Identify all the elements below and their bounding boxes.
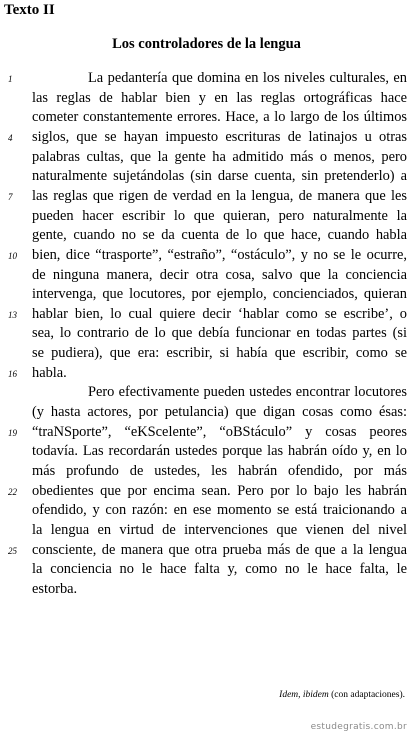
text-line: naturalmente sujetándolas (sin darse cuenta, sin pretenderlo) a: [32, 168, 407, 185]
text-line: obedientes que por encima sean. Pero por lo bajo les habrán: [32, 482, 407, 499]
source-italic: Idem, ibidem: [279, 690, 329, 700]
text-line: estorba.: [32, 580, 78, 597]
text-line: cometer constantemente errores. Hace, a lo largo de los últimos: [32, 109, 407, 126]
text-line: las reglas que rigen de verdad en la lengua, de manera que les: [32, 187, 407, 204]
text-line: la lengua en virtud de intervenciones que vienen del nivel: [32, 521, 407, 538]
text-line: todavía. Las recordarán ustedes porque las habrán oído y, en lo: [32, 443, 407, 460]
line-number: 10: [8, 250, 17, 261]
text-line: palabras cultas, que la gente ha admitido más o menos, pero: [32, 148, 407, 165]
text-line: habla.: [32, 364, 67, 381]
source-rest: (con adaptaciones).: [328, 690, 405, 700]
text-line: más profundo de ustedes, les habrán ofendido, por más: [32, 463, 407, 479]
text-label: Texto II: [4, 2, 55, 18]
line-number: 1: [8, 74, 13, 84]
line-number: 7: [8, 191, 13, 202]
text-line: ofendido, y con razón: en ese momento se está traicionando a: [32, 502, 407, 519]
text-line: (y hasta actores, por petulancia) que digan cosas como ésas:: [32, 404, 407, 421]
line-number: 16: [8, 368, 17, 379]
line-number: 19: [8, 427, 17, 438]
text-line: las reglas de hablar bien y en las reglas ortográficas hace: [32, 89, 407, 106]
source-citation: [279, 690, 405, 700]
text-title: Los controladores de la lengua: [112, 36, 301, 52]
text-line: intervenga, que locutores, por ejemplo, concienciados, quieran: [32, 286, 407, 303]
text-line: de ninguna manera, decir otra cosa, salvo que la conciencia: [32, 266, 407, 283]
text-line: consciente, de manera que otra prueba más de que a la lengua: [32, 541, 407, 558]
text-line: sea, lo contrario de lo que debía funcionar en todas partes (si: [32, 325, 407, 342]
text-line: gente, cuando no se da cuenta de lo que hace, cuando habla: [32, 227, 407, 244]
text-line: bien, dice “trasporte”, “estraño”, “ostáculo”, y no se le ocurre,: [32, 246, 407, 263]
text-line: la conciencia no le hace falta y, como no le hace falta, le: [32, 561, 407, 578]
line-number: 25: [8, 545, 17, 556]
line-number: 4: [8, 132, 13, 143]
text-line: La pedantería que domina en los niveles culturales, en: [88, 70, 407, 86]
text-line: se pudiera), que era: escribir, si había que escribir, como se: [32, 345, 407, 362]
text-line: Pero efectivamente pueden ustedes encontrar locutores: [88, 384, 407, 401]
text-line: hablar bien, lo cual quiere decir ‘hablar como se escribe’, o: [32, 305, 407, 322]
line-number: 13: [8, 309, 17, 320]
text-line: siglos, que se hayan impuesto escrituras de latinajos u otras: [32, 128, 407, 145]
line-number: 22: [8, 486, 17, 497]
text-line: “traNSporte”, “eKScelente”, “oBStáculo” y cosas peores: [32, 423, 407, 440]
text-line: pueden hacer escribir lo que quieran, pero naturalmente la: [32, 207, 407, 224]
watermark: estudegratis.com.br: [310, 722, 407, 732]
